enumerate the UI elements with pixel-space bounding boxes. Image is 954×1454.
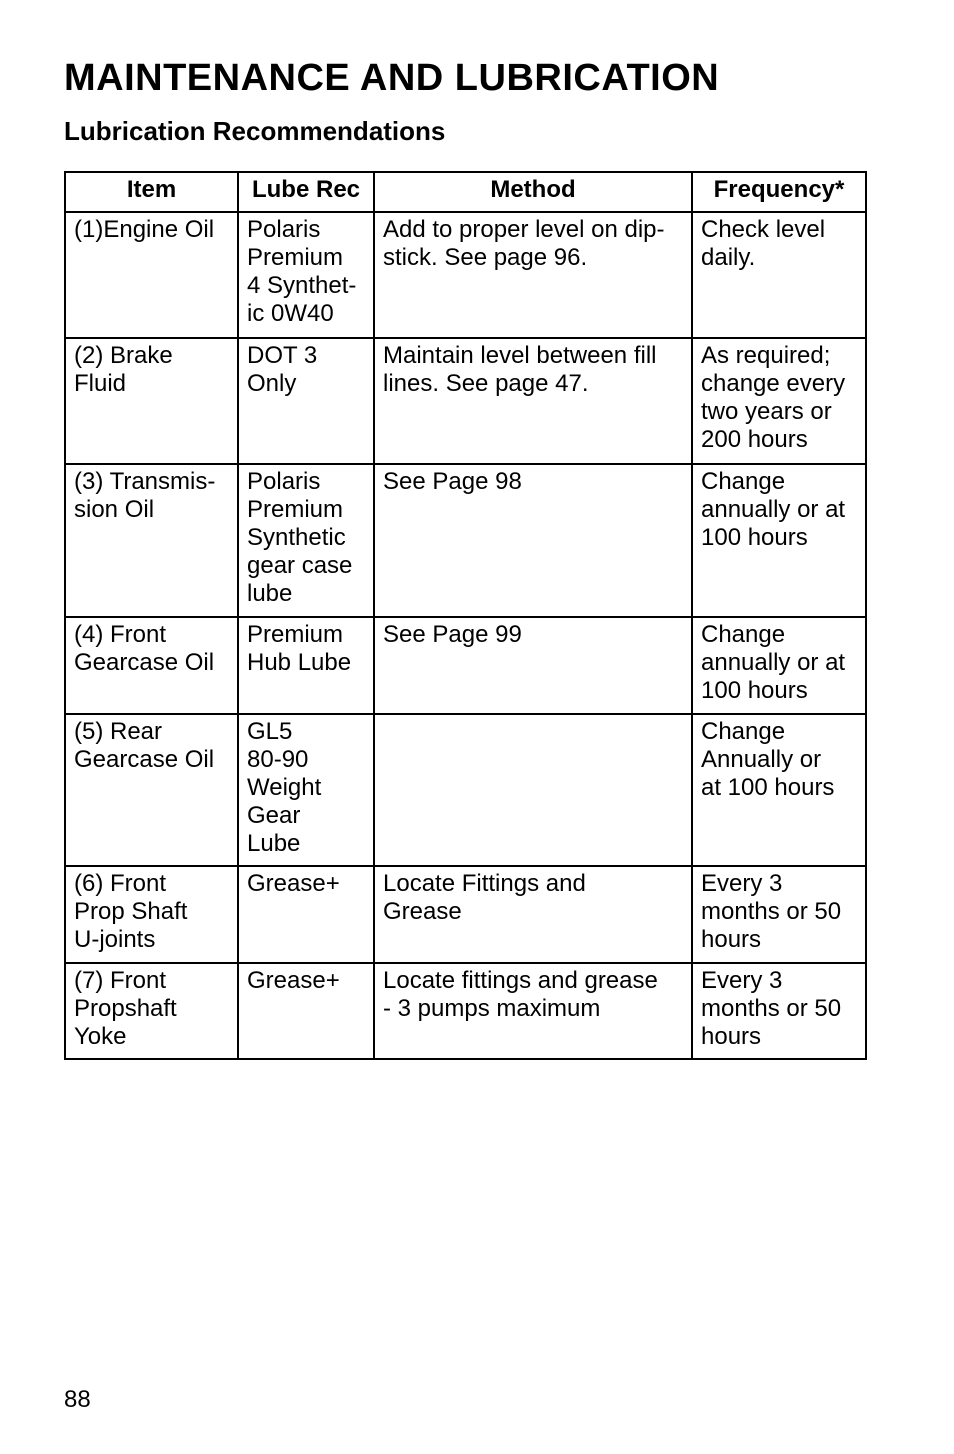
table-header <box>65 172 866 212</box>
cell-method: See Page 98 <box>374 464 692 617</box>
cell-method: Add to proper level on dip- stick. See page 96. <box>374 212 692 338</box>
table-row <box>65 464 866 617</box>
table-row <box>65 714 866 866</box>
cell-item: (2) Brake Fluid <box>65 338 238 464</box>
cell-frequency: Change annually or at 100 hours <box>692 617 866 714</box>
header-row <box>65 172 866 212</box>
cell-frequency: Check level daily. <box>692 212 866 338</box>
cell-method <box>374 714 692 866</box>
header-lube-rec: Lube Rec <box>238 172 374 212</box>
cell-lube-rec: DOT 3 Only <box>238 338 374 464</box>
lubrication-table <box>64 171 867 1060</box>
table-row <box>65 212 866 338</box>
cell-frequency: Change Annually or at 100 hours <box>692 714 866 866</box>
section-title: Lubrication Recommendations <box>64 116 446 146</box>
table-row <box>65 617 866 714</box>
cell-lube-rec: Grease+ <box>238 866 374 963</box>
table-row <box>65 866 866 963</box>
cell-method: Maintain level between fill lines. See page 47. <box>374 338 692 464</box>
cell-method: Locate fittings and grease - 3 pumps maximum <box>374 963 692 1059</box>
cell-lube-rec: Premium Hub Lube <box>238 617 374 714</box>
cell-lube-rec: GL5 80-90 Weight Gear Lube <box>238 714 374 866</box>
cell-lube-rec: Polaris Premium Synthetic gear case lube <box>238 464 374 617</box>
cell-method: See Page 99 <box>374 617 692 714</box>
cell-frequency: Every 3 months or 50 hours <box>692 866 866 963</box>
cell-frequency: Every 3 months or 50 hours <box>692 963 866 1059</box>
cell-lube-rec: Grease+ <box>238 963 374 1059</box>
cell-item: (3) Transmis- sion Oil <box>65 464 238 617</box>
header-frequency: Frequency* <box>692 172 866 212</box>
cell-method: Locate Fittings and Grease <box>374 866 692 963</box>
table-row <box>65 338 866 464</box>
table-row <box>65 963 866 1059</box>
table-body <box>65 212 866 1059</box>
cell-item: (1)Engine Oil <box>65 212 238 338</box>
cell-item: (7) Front Propshaft Yoke <box>65 963 238 1059</box>
cell-frequency: As required; change every two years or 200 hours <box>692 338 866 464</box>
header-item: Item <box>65 172 238 212</box>
cell-item: (6) Front Prop Shaft U-joints <box>65 866 238 963</box>
header-method: Method <box>374 172 692 212</box>
cell-item: (4) Front Gearcase Oil <box>65 617 238 714</box>
cell-frequency: Change annually or at 100 hours <box>692 464 866 617</box>
cell-lube-rec: Polaris Premium 4 Synthet- ic 0W40 <box>238 212 374 338</box>
page-number: 88 <box>64 1386 91 1413</box>
cell-item: (5) Rear Gearcase Oil <box>65 714 238 866</box>
page-title: MAINTENANCE AND LUBRICATION <box>64 57 720 99</box>
